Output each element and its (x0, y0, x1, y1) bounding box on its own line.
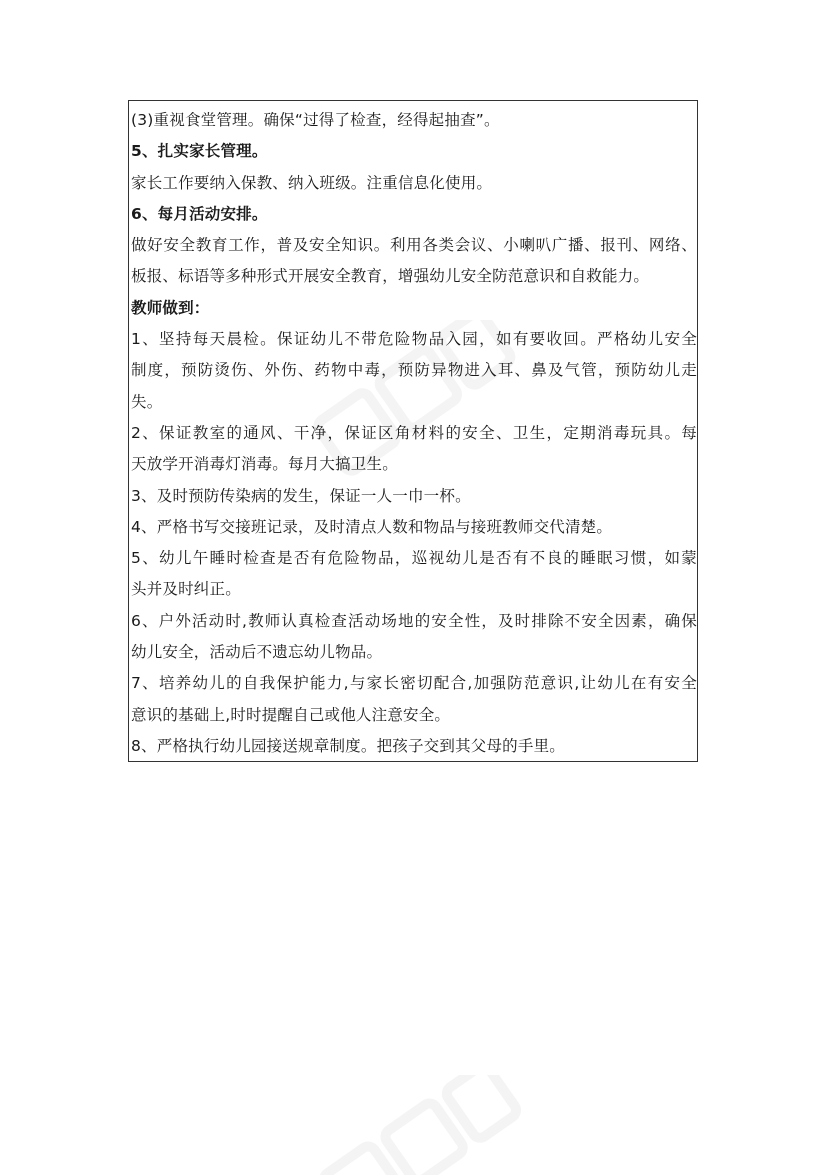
paragraph-line: 家长工作要纳入保教、纳入班级。注重信息化使用。 (131, 173, 493, 192)
paragraph-line: (3)重视食堂管理。确保“过得了检查，经得起抽查”。 (131, 111, 500, 129)
paragraph-line: 幼儿安全，活动后不遗忘幼儿物品。 (131, 643, 383, 662)
section-heading: 5、扎实家长管理。 (131, 142, 268, 161)
watermark-stamp-icon (300, 1075, 540, 1175)
paragraph-line: 3、及时预防传染病的发生，保证一人一巾一杯。 (131, 486, 471, 505)
paragraph-line: 5、幼儿午睡时检查是否有危险物品，巡视幼儿是否有不良的睡眠习惯，如蒙 (131, 549, 697, 568)
paragraph-line: 1、坚持每天晨检。保证幼儿不带危险物品入园，如有要收回。严格幼儿安全 (131, 330, 697, 349)
paragraph-line: 6、户外活动时,教师认真检查活动场地的安全性，及时排除不安全因素，确保 (131, 611, 697, 630)
paragraph-line: 板报、标语等多种形式开展安全教育，增强幼儿安全防范意识和自救能力。 (131, 267, 650, 286)
paragraph-line: 4、严格书写交接班记录，及时清点人数和物品与接班教师交代清楚。 (131, 517, 613, 536)
paragraph-line: 制度，预防烫伤、外伤、药物中毒，预防异物进入耳、鼻及气管，预防幼儿走 (131, 361, 697, 380)
paragraph-line: 意识的基础上,时时提醒自己或他人注意安全。 (131, 705, 451, 724)
paragraph-line: 头并及时纠正。 (131, 580, 241, 599)
paragraph-line: 天放学开消毒灯消毒。每月大搞卫生。 (131, 455, 398, 474)
section-heading: 教师做到： (131, 298, 210, 317)
content-table-cell (128, 100, 698, 762)
paragraph-line: 7、培养幼儿的自我保护能力,与家长密切配合,加强防范意识,让幼儿在有安全 (131, 674, 697, 693)
paragraph-line: 2、保证教室的通风、干净，保证区角材料的安全、卫生，定期消毒玩具。每 (131, 423, 697, 442)
paragraph-line: 做好安全教育工作，普及安全知识。利用各类会议、小喇叭广播、报刊、网络、 (131, 236, 697, 255)
paragraph-line: 失。 (131, 392, 163, 411)
paragraph-line: 8、严格执行幼儿园接送规章制度。把孩子交到其父母的手里。 (131, 736, 565, 755)
section-heading: 6、每月活动安排。 (131, 204, 268, 223)
